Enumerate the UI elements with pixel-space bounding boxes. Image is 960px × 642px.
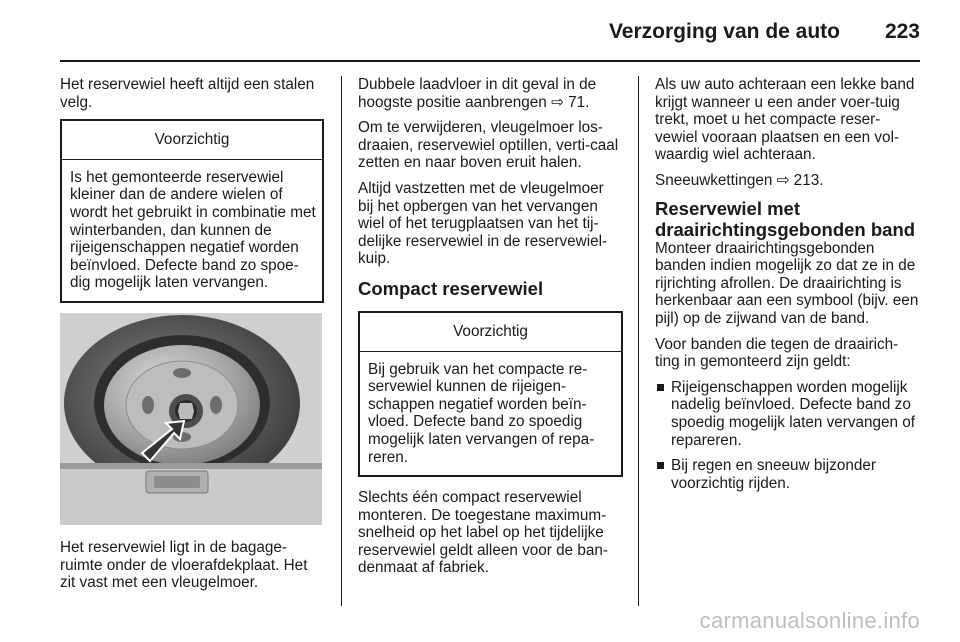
warning-title: Voorzichtig xyxy=(62,121,322,160)
warning-box-spare-wheel xyxy=(60,119,324,303)
intro-paragraph: Het reservewiel heeft altijd een stalen velg. xyxy=(60,76,315,111)
list-item-text: Rijeigenschappen worden mogelijk nadelig beïnvloed. Defecte band zo spoedig mogelijk laten vervangen of repareren. xyxy=(671,378,916,449)
bullet-icon xyxy=(657,384,664,391)
column-1 xyxy=(60,76,324,600)
paragraph-double-floor: Dubbele laadvloer in dit geval in de hoogste positie aanbrengen ⇨ 71. xyxy=(358,76,597,111)
paragraph-fastening: Altijd vastzetten met de vleugelmoer bij het opbergen van het vervangen wiel of het terugplaatsen van het tij-delijke reservewiel in de reservewiel-kuip. xyxy=(358,179,608,268)
watermark: carmanualsonline.info xyxy=(699,608,920,633)
spare-wheel-photo xyxy=(60,313,322,525)
spare-wheel-illustration xyxy=(60,313,322,525)
column-3 xyxy=(655,76,921,500)
warning-box-compact xyxy=(358,311,623,477)
page-number: 223 xyxy=(884,20,920,43)
paragraph-against-direction: Voor banden die tegen de draairich-ting in gemonteerd zijn geldt: xyxy=(655,335,899,371)
heading-directional-tyre: Reservewiel met draairichtingsgebonden band xyxy=(655,197,916,240)
warning-text: Bij gebruik van het compacte re-servewiel kunnen de rijeigen-schappen negatief worden beïn-vloed. Defecte band zo spoedig mogelijk laten vervangen of repa-reren. xyxy=(368,360,595,466)
header-divider xyxy=(60,60,920,62)
column-divider-2 xyxy=(638,76,639,606)
warning-title: Voorzichtig xyxy=(360,313,621,352)
photo-caption: Het reservewiel ligt in de bagage-ruimte onder de vloerafdekplaat. Het zit vast met een vleugelmoer. xyxy=(60,538,308,592)
list-item xyxy=(655,379,921,449)
paragraph-directional-mounting: Monteer draairichtingsgebonden banden indien mogelijk zo dat ze in de rijrichting afrollen. De draairichting is herkenbaar aan een symbool (bijv. een pijl) op de zijwand van de band. xyxy=(655,239,919,327)
warning-text: Is het gemonteerde reservewiel kleiner dan de andere wielen of wordt het gebruikt in combinatie met winterbanden, dan kunnen de rijeigenschappen negatief worden beïnvloed. Defecte band zo spoe-dig mogelijk laten vervangen. xyxy=(70,168,316,292)
heading-compact-spare: Compact reservewiel xyxy=(358,277,544,299)
list-item-text: Bij regen en sneeuw bijzonder voorzichtig rijden. xyxy=(671,457,876,492)
paragraph-towing: Als uw auto achteraan een lekke band krijgt wanneer u een ander voer-tuig trekt, moet u het compacte reser-vewiel vooraan plaatsen en een vol-waardig wiel achteraan. xyxy=(655,76,915,164)
paragraph-removal: Om te verwijderen, vleugelmoer los-draaien, reservewiel optillen, verti-caal zetten en naar boven eruit halen. xyxy=(358,119,619,172)
column-divider-1 xyxy=(341,76,342,606)
page-header xyxy=(0,0,960,62)
column-2 xyxy=(358,76,623,585)
paragraph-snow-chains: Sneeuwkettingen ⇨ 213. xyxy=(655,171,824,189)
paragraph-one-compact: Slechts één compact reservewiel monteren. De toegestane maximum-snelheid op het label op het tijdelijke reservewiel geldt alleen voor de ban-denmaat af fabriek. xyxy=(358,489,608,577)
list-item xyxy=(655,457,921,492)
page-title: Verzorging van de auto xyxy=(608,20,840,43)
bullet-icon xyxy=(657,462,664,469)
